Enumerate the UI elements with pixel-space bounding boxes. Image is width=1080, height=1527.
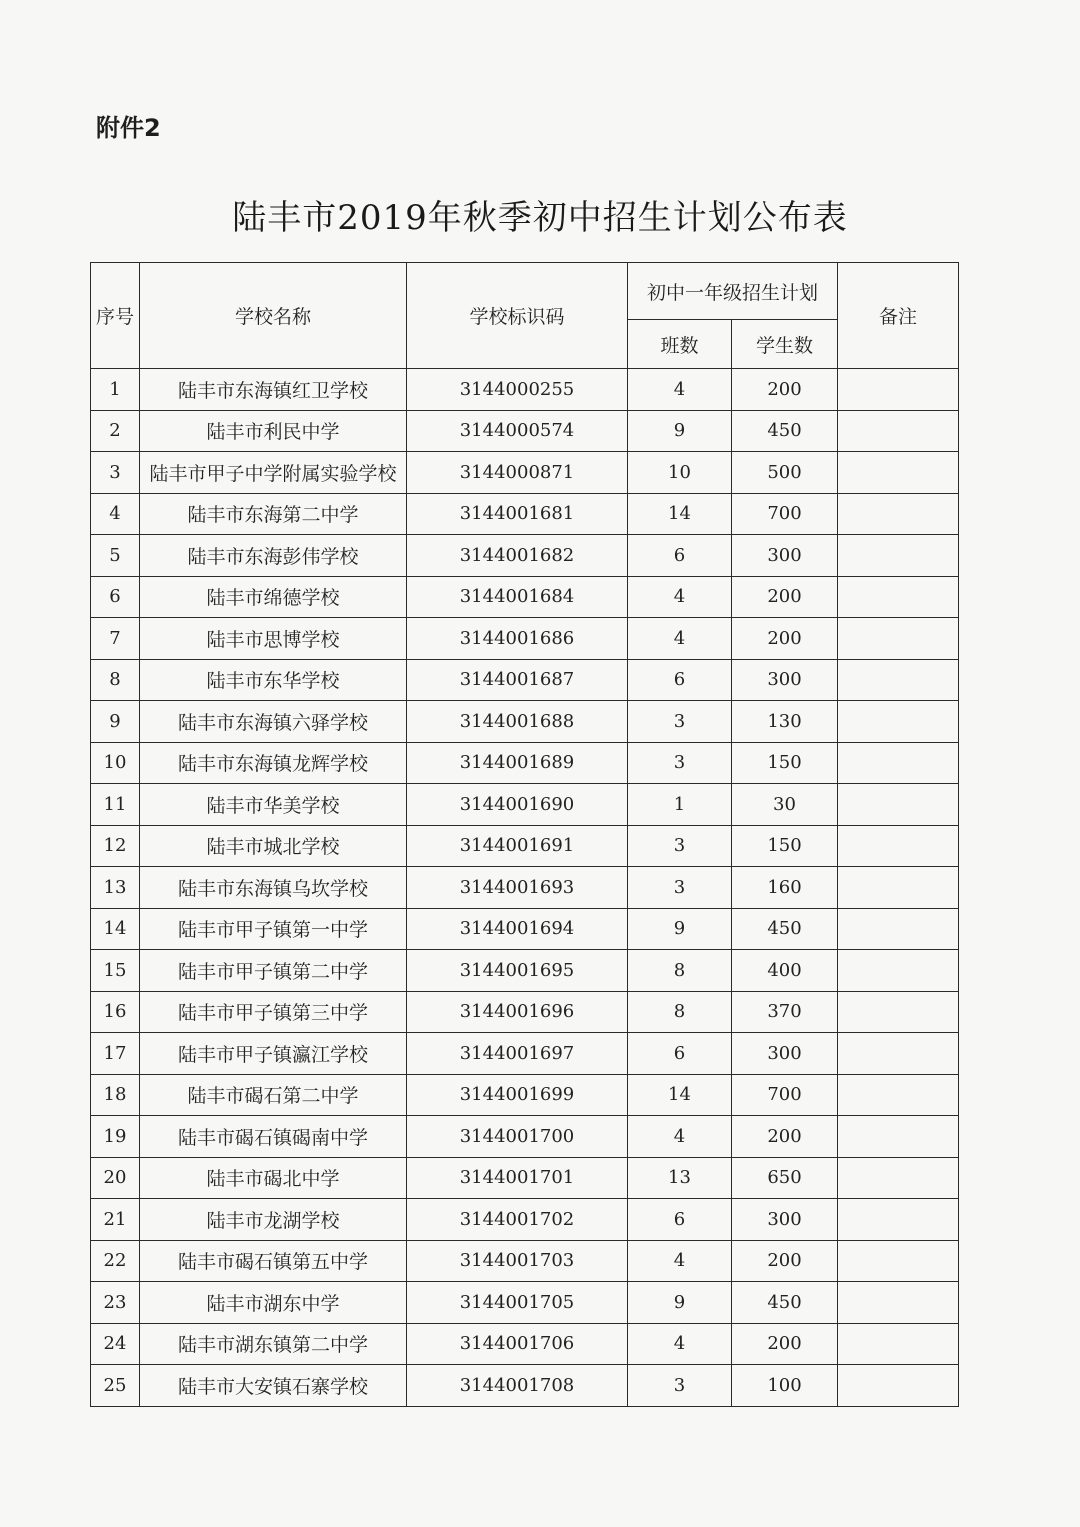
cell-classes: 4 bbox=[628, 618, 732, 660]
table-row bbox=[91, 1323, 959, 1365]
cell-school-name: 陆丰市碣石镇碣南中学 bbox=[140, 1116, 407, 1158]
cell-school-code: 3144000574 bbox=[407, 410, 628, 452]
cell-school-code: 3144001687 bbox=[407, 659, 628, 701]
table-row bbox=[91, 659, 959, 701]
cell-remarks bbox=[838, 576, 959, 618]
cell-classes: 6 bbox=[628, 1199, 732, 1241]
cell-school-code: 3144001702 bbox=[407, 1199, 628, 1241]
table-row bbox=[91, 991, 959, 1033]
cell-students: 30 bbox=[732, 784, 838, 826]
cell-seq: 5 bbox=[91, 535, 140, 577]
table-row bbox=[91, 1033, 959, 1075]
cell-remarks bbox=[838, 493, 959, 535]
cell-classes: 3 bbox=[628, 742, 732, 784]
cell-remarks bbox=[838, 950, 959, 992]
cell-school-name: 陆丰市东海彭伟学校 bbox=[140, 535, 407, 577]
cell-students: 450 bbox=[732, 1282, 838, 1324]
cell-remarks bbox=[838, 452, 959, 494]
cell-school-code: 3144001706 bbox=[407, 1323, 628, 1365]
cell-seq: 20 bbox=[91, 1157, 140, 1199]
cell-remarks bbox=[838, 825, 959, 867]
cell-school-name: 陆丰市东海镇六驿学校 bbox=[140, 701, 407, 743]
cell-seq: 19 bbox=[91, 1116, 140, 1158]
cell-classes: 8 bbox=[628, 950, 732, 992]
cell-classes: 6 bbox=[628, 535, 732, 577]
cell-remarks bbox=[838, 1074, 959, 1116]
cell-school-code: 3144001703 bbox=[407, 1240, 628, 1282]
cell-school-name: 陆丰市甲子镇第三中学 bbox=[140, 991, 407, 1033]
cell-students: 200 bbox=[732, 1323, 838, 1365]
cell-school-name: 陆丰市东海第二中学 bbox=[140, 493, 407, 535]
cell-students: 200 bbox=[732, 576, 838, 618]
cell-classes: 13 bbox=[628, 1157, 732, 1199]
table-header bbox=[91, 263, 959, 369]
cell-classes: 4 bbox=[628, 576, 732, 618]
cell-classes: 3 bbox=[628, 867, 732, 909]
cell-remarks bbox=[838, 1240, 959, 1282]
cell-school-code: 3144001697 bbox=[407, 1033, 628, 1075]
cell-seq: 13 bbox=[91, 867, 140, 909]
cell-seq: 15 bbox=[91, 950, 140, 992]
cell-students: 200 bbox=[732, 1240, 838, 1282]
cell-seq: 21 bbox=[91, 1199, 140, 1241]
cell-seq: 11 bbox=[91, 784, 140, 826]
cell-students: 300 bbox=[732, 1033, 838, 1075]
cell-school-code: 3144001705 bbox=[407, 1282, 628, 1324]
cell-students: 400 bbox=[732, 950, 838, 992]
table-row bbox=[91, 908, 959, 950]
table-row bbox=[91, 950, 959, 992]
cell-school-code: 3144001696 bbox=[407, 991, 628, 1033]
table-row bbox=[91, 1365, 959, 1407]
cell-classes: 9 bbox=[628, 1282, 732, 1324]
table-row bbox=[91, 1282, 959, 1324]
cell-remarks bbox=[838, 1365, 959, 1407]
cell-seq: 23 bbox=[91, 1282, 140, 1324]
cell-students: 200 bbox=[732, 1116, 838, 1158]
cell-school-name: 陆丰市甲子镇第一中学 bbox=[140, 908, 407, 950]
cell-seq: 6 bbox=[91, 576, 140, 618]
cell-school-name: 陆丰市碣北中学 bbox=[140, 1157, 407, 1199]
cell-seq: 4 bbox=[91, 493, 140, 535]
cell-students: 370 bbox=[732, 991, 838, 1033]
cell-school-code: 3144001684 bbox=[407, 576, 628, 618]
cell-classes: 14 bbox=[628, 493, 732, 535]
cell-school-name: 陆丰市东华学校 bbox=[140, 659, 407, 701]
cell-remarks bbox=[838, 1157, 959, 1199]
cell-seq: 2 bbox=[91, 410, 140, 452]
cell-school-name: 陆丰市东海镇红卫学校 bbox=[140, 369, 407, 411]
cell-school-name: 陆丰市甲子镇第二中学 bbox=[140, 950, 407, 992]
cell-remarks bbox=[838, 1033, 959, 1075]
attachment-label: 附件2 bbox=[96, 114, 161, 142]
enrollment-plan-table bbox=[90, 262, 959, 1407]
table-row bbox=[91, 784, 959, 826]
table-row bbox=[91, 1074, 959, 1116]
cell-seq: 16 bbox=[91, 991, 140, 1033]
cell-seq: 25 bbox=[91, 1365, 140, 1407]
cell-school-code: 3144001695 bbox=[407, 950, 628, 992]
table-row bbox=[91, 742, 959, 784]
cell-students: 500 bbox=[732, 452, 838, 494]
cell-classes: 9 bbox=[628, 908, 732, 950]
table-row bbox=[91, 867, 959, 909]
cell-seq: 17 bbox=[91, 1033, 140, 1075]
cell-students: 450 bbox=[732, 908, 838, 950]
header-school-code: 学校标识码 bbox=[407, 263, 628, 369]
table-row bbox=[91, 452, 959, 494]
cell-school-code: 3144001708 bbox=[407, 1365, 628, 1407]
cell-school-code: 3144000871 bbox=[407, 452, 628, 494]
cell-school-code: 3144001693 bbox=[407, 867, 628, 909]
cell-school-name: 陆丰市湖东中学 bbox=[140, 1282, 407, 1324]
cell-seq: 18 bbox=[91, 1074, 140, 1116]
cell-classes: 8 bbox=[628, 991, 732, 1033]
cell-seq: 9 bbox=[91, 701, 140, 743]
cell-students: 700 bbox=[732, 493, 838, 535]
header-remarks: 备注 bbox=[838, 263, 959, 369]
cell-school-code: 3144001700 bbox=[407, 1116, 628, 1158]
cell-classes: 6 bbox=[628, 659, 732, 701]
header-school-name: 学校名称 bbox=[140, 263, 407, 369]
cell-school-code: 3144001681 bbox=[407, 493, 628, 535]
cell-school-name: 陆丰市城北学校 bbox=[140, 825, 407, 867]
table-row bbox=[91, 369, 959, 411]
header-seq: 序号 bbox=[91, 263, 140, 369]
table-row bbox=[91, 535, 959, 577]
cell-students: 200 bbox=[732, 618, 838, 660]
cell-remarks bbox=[838, 1282, 959, 1324]
cell-school-name: 陆丰市龙湖学校 bbox=[140, 1199, 407, 1241]
cell-school-name: 陆丰市碣石镇第五中学 bbox=[140, 1240, 407, 1282]
cell-students: 100 bbox=[732, 1365, 838, 1407]
cell-students: 300 bbox=[732, 659, 838, 701]
cell-school-code: 3144001690 bbox=[407, 784, 628, 826]
cell-students: 160 bbox=[732, 867, 838, 909]
table-row bbox=[91, 1116, 959, 1158]
cell-classes: 3 bbox=[628, 1365, 732, 1407]
cell-students: 700 bbox=[732, 1074, 838, 1116]
table-row bbox=[91, 1157, 959, 1199]
cell-school-code: 3144001699 bbox=[407, 1074, 628, 1116]
table-row bbox=[91, 618, 959, 660]
cell-classes: 3 bbox=[628, 825, 732, 867]
cell-classes: 9 bbox=[628, 410, 732, 452]
table-row bbox=[91, 701, 959, 743]
cell-students: 650 bbox=[732, 1157, 838, 1199]
cell-students: 130 bbox=[732, 701, 838, 743]
cell-seq: 1 bbox=[91, 369, 140, 411]
cell-school-name: 陆丰市碣石第二中学 bbox=[140, 1074, 407, 1116]
cell-school-name: 陆丰市思博学校 bbox=[140, 618, 407, 660]
cell-remarks bbox=[838, 659, 959, 701]
cell-school-code: 3144001688 bbox=[407, 701, 628, 743]
cell-seq: 22 bbox=[91, 1240, 140, 1282]
header-students: 学生数 bbox=[732, 320, 838, 369]
header-plan-group: 初中一年级招生计划 bbox=[628, 263, 838, 320]
cell-remarks bbox=[838, 1116, 959, 1158]
cell-school-name: 陆丰市东海镇龙辉学校 bbox=[140, 742, 407, 784]
cell-classes: 6 bbox=[628, 1033, 732, 1075]
cell-seq: 8 bbox=[91, 659, 140, 701]
cell-school-name: 陆丰市利民中学 bbox=[140, 410, 407, 452]
cell-students: 200 bbox=[732, 369, 838, 411]
cell-school-name: 陆丰市湖东镇第二中学 bbox=[140, 1323, 407, 1365]
header-classes: 班数 bbox=[628, 320, 732, 369]
cell-school-code: 3144001682 bbox=[407, 535, 628, 577]
cell-school-name: 陆丰市大安镇石寨学校 bbox=[140, 1365, 407, 1407]
table-row bbox=[91, 576, 959, 618]
cell-remarks bbox=[838, 618, 959, 660]
cell-students: 300 bbox=[732, 1199, 838, 1241]
cell-remarks bbox=[838, 742, 959, 784]
cell-remarks bbox=[838, 867, 959, 909]
table-row bbox=[91, 1199, 959, 1241]
cell-students: 450 bbox=[732, 410, 838, 452]
cell-school-code: 3144000255 bbox=[407, 369, 628, 411]
cell-school-name: 陆丰市甲子镇瀛江学校 bbox=[140, 1033, 407, 1075]
cell-classes: 10 bbox=[628, 452, 732, 494]
cell-school-name: 陆丰市甲子中学附属实验学校 bbox=[140, 452, 407, 494]
cell-school-code: 3144001686 bbox=[407, 618, 628, 660]
cell-remarks bbox=[838, 369, 959, 411]
cell-classes: 4 bbox=[628, 1116, 732, 1158]
table-row bbox=[91, 1240, 959, 1282]
cell-seq: 10 bbox=[91, 742, 140, 784]
cell-remarks bbox=[838, 908, 959, 950]
cell-students: 150 bbox=[732, 742, 838, 784]
cell-classes: 3 bbox=[628, 701, 732, 743]
cell-school-name: 陆丰市华美学校 bbox=[140, 784, 407, 826]
cell-seq: 3 bbox=[91, 452, 140, 494]
cell-remarks bbox=[838, 1199, 959, 1241]
cell-classes: 4 bbox=[628, 1240, 732, 1282]
cell-seq: 24 bbox=[91, 1323, 140, 1365]
cell-classes: 1 bbox=[628, 784, 732, 826]
cell-seq: 14 bbox=[91, 908, 140, 950]
cell-remarks bbox=[838, 535, 959, 577]
table-row bbox=[91, 493, 959, 535]
cell-school-name: 陆丰市绵德学校 bbox=[140, 576, 407, 618]
cell-classes: 14 bbox=[628, 1074, 732, 1116]
cell-school-name: 陆丰市东海镇乌坎学校 bbox=[140, 867, 407, 909]
table-body bbox=[91, 369, 959, 1407]
cell-students: 150 bbox=[732, 825, 838, 867]
cell-remarks bbox=[838, 701, 959, 743]
cell-remarks bbox=[838, 784, 959, 826]
cell-school-code: 3144001689 bbox=[407, 742, 628, 784]
cell-seq: 7 bbox=[91, 618, 140, 660]
cell-school-code: 3144001694 bbox=[407, 908, 628, 950]
cell-classes: 4 bbox=[628, 369, 732, 411]
cell-remarks bbox=[838, 410, 959, 452]
cell-classes: 4 bbox=[628, 1323, 732, 1365]
cell-remarks bbox=[838, 1323, 959, 1365]
cell-school-code: 3144001701 bbox=[407, 1157, 628, 1199]
table-row bbox=[91, 825, 959, 867]
cell-seq: 12 bbox=[91, 825, 140, 867]
cell-school-code: 3144001691 bbox=[407, 825, 628, 867]
cell-remarks bbox=[838, 991, 959, 1033]
page-title: 陆丰市2019年秋季初中招生计划公布表 bbox=[232, 198, 848, 238]
cell-students: 300 bbox=[732, 535, 838, 577]
table-row bbox=[91, 410, 959, 452]
